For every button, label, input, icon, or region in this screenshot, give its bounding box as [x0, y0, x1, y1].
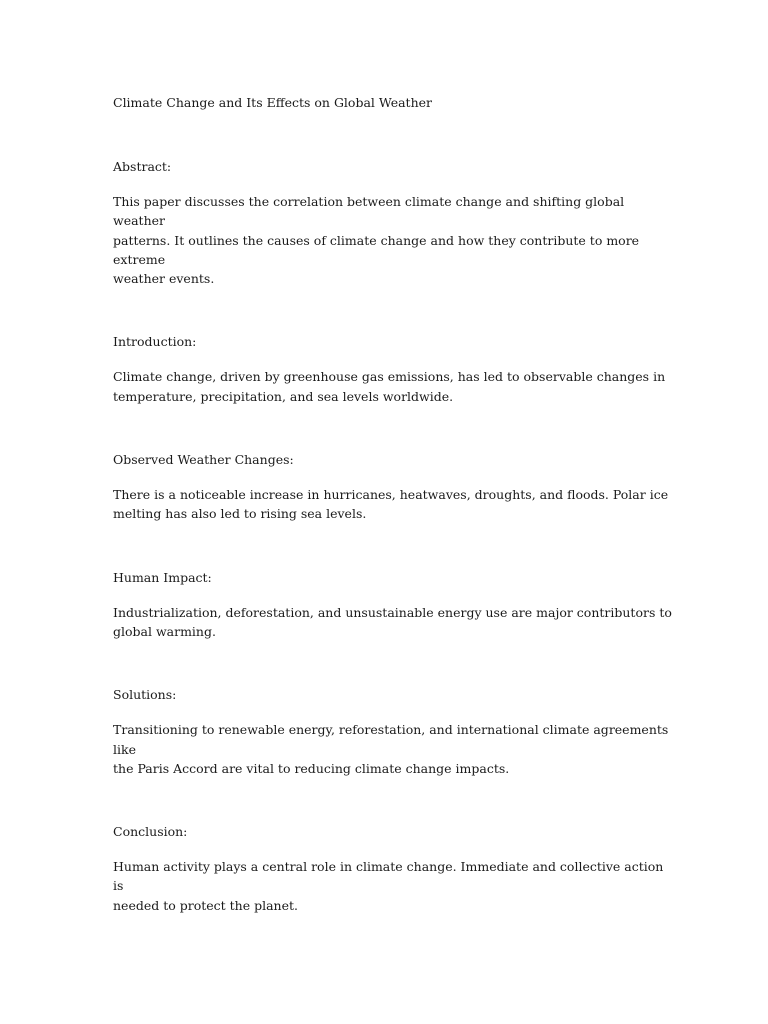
section-human-impact	[113, 569, 673, 642]
section-body	[113, 367, 673, 406]
section-heading: Conclusion:	[113, 824, 188, 840]
section-body	[113, 485, 673, 524]
body-line: weather events.	[113, 271, 215, 287]
section-abstract	[113, 158, 673, 288]
body-line: There is a noticeable increase in hurricanes, heatwaves, droughts, and floods. Polar ice	[113, 487, 669, 503]
section-heading: Human Impact:	[113, 569, 212, 585]
section-body	[113, 720, 673, 778]
body-line: Human activity plays a central role in climate change. Immediate and collective action is	[113, 859, 664, 894]
section-body	[113, 192, 673, 288]
section-conclusion	[113, 823, 673, 915]
section-heading: Observed Weather Changes:	[113, 452, 294, 468]
body-line: This paper discusses the correlation between climate change and shifting global weather	[113, 194, 625, 229]
body-line: Transitioning to renewable energy, reforestation, and international climate agreements like	[113, 722, 669, 757]
body-line: patterns. It outlines the causes of climate change and how they contribute to more extreme	[113, 232, 640, 267]
body-line: melting has also led to rising sea levels.	[113, 506, 367, 522]
body-line: Climate change, driven by greenhouse gas emissions, has led to observable changes in	[113, 369, 666, 385]
section-body	[113, 603, 673, 642]
section-introduction	[113, 333, 673, 406]
section-body	[113, 857, 673, 915]
section-solutions	[113, 686, 673, 778]
section-heading: Solutions:	[113, 687, 177, 703]
body-line: needed to protect the planet.	[113, 897, 299, 913]
section-heading: Abstract:	[113, 159, 172, 174]
body-line: the Paris Accord are vital to reducing climate change impacts.	[113, 760, 510, 776]
document-title: Climate Change and Its Effects on Global Weather	[113, 95, 433, 110]
document-page	[113, 94, 673, 915]
body-line: global warming.	[113, 623, 216, 639]
body-line: temperature, precipitation, and sea levels worldwide.	[113, 388, 454, 404]
body-line: Industrialization, deforestation, and unsustainable energy use are major contributors to	[113, 604, 672, 620]
section-observed-weather-changes	[113, 451, 673, 524]
section-heading: Introduction:	[113, 334, 197, 350]
